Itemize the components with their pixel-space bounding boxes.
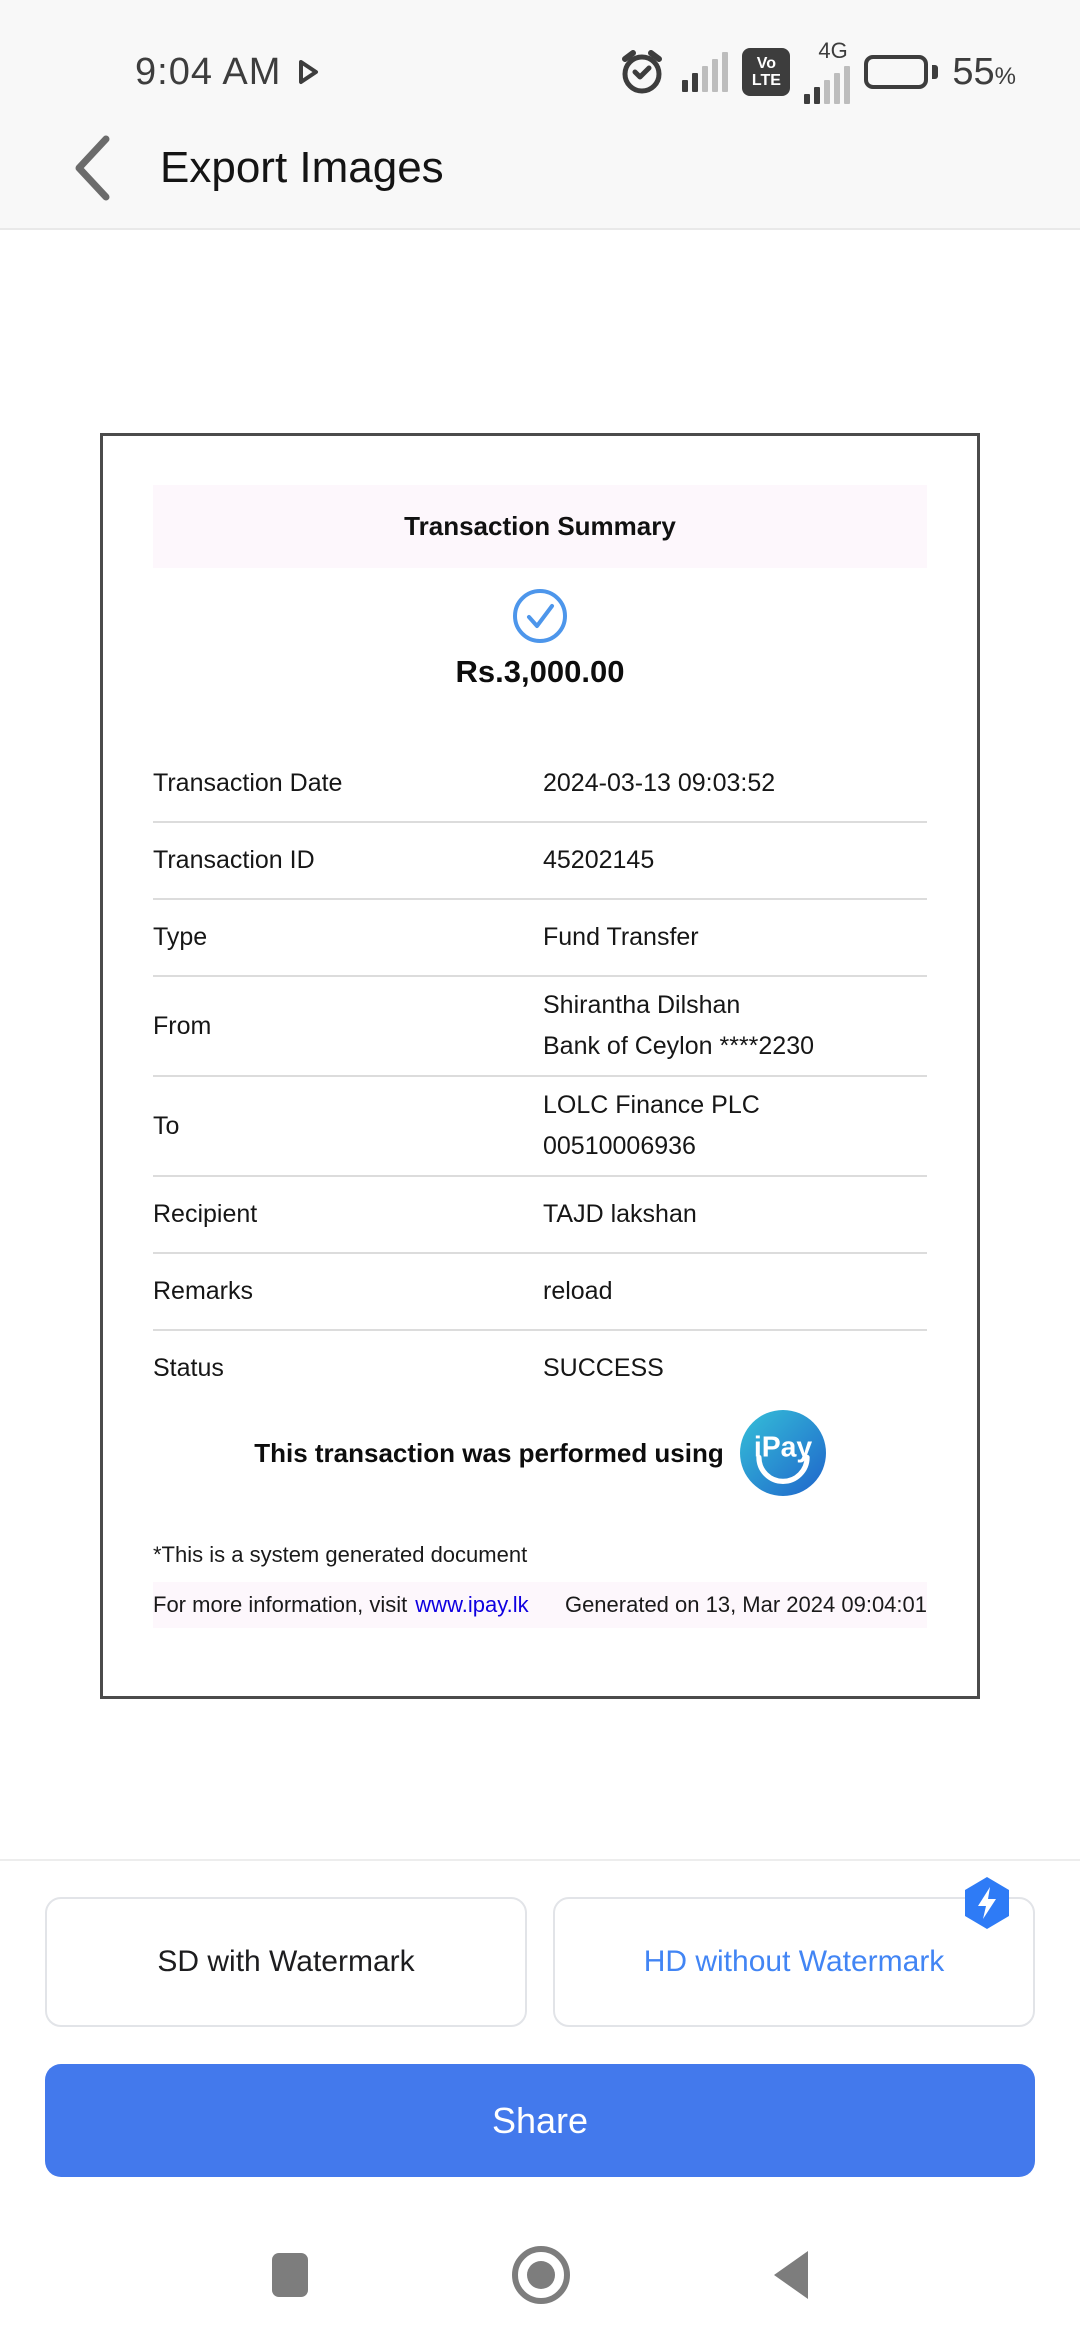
row-label: Transaction Date (153, 769, 343, 797)
row-label: From (153, 1011, 212, 1040)
row-value: Fund Transfer (543, 923, 699, 951)
row-value: Shirantha Dilshan (543, 991, 741, 1019)
battery-percent: 55% (952, 50, 1016, 93)
table-row (153, 1331, 927, 1406)
table-row (153, 977, 927, 1075)
app-header (0, 118, 1080, 218)
row-value-group (543, 1085, 927, 1167)
export-options (45, 1897, 1035, 2027)
nav-back-button[interactable] (774, 2251, 808, 2299)
status-time (135, 51, 321, 94)
share-button[interactable] (45, 2064, 1035, 2177)
ipay-link: www.ipay.lk (415, 1592, 529, 1617)
row-value: 45202145 (543, 846, 655, 874)
row-value: reload (543, 1277, 613, 1305)
row-label: Transaction ID (153, 846, 315, 874)
success-check-wrap (153, 588, 927, 644)
system-generated-note: *This is a system generated document (153, 1542, 528, 1567)
alarm-icon (616, 46, 668, 98)
receipt-title: Transaction Summary (153, 485, 927, 568)
export-panel (0, 1859, 1080, 2177)
row-label: Remarks (153, 1277, 254, 1305)
screen-record-icon (295, 59, 321, 85)
clock-text: 9:04 AM (135, 50, 282, 93)
status-value: SUCCESS (543, 1354, 664, 1382)
row-label: Status (153, 1354, 224, 1382)
row-value: 2024-03-13 09:03:52 (543, 769, 776, 797)
performed-using-row (153, 1410, 927, 1496)
table-row (153, 1177, 927, 1252)
footer-info (153, 1592, 529, 1618)
transaction-amount: Rs.3,000.00 (455, 654, 625, 689)
row-value: TAJD lakshan (543, 1200, 697, 1228)
receipt-preview (100, 433, 980, 1699)
table-row (153, 1077, 927, 1175)
top-section (0, 0, 1080, 230)
ipay-logo (740, 1410, 826, 1496)
row-label: To (153, 1111, 180, 1140)
ipay-logo-text: iPay (753, 1431, 812, 1464)
transaction-details-table (153, 746, 927, 1406)
row-value: Bank of Ceylon ****2230 (543, 1032, 815, 1060)
mobile-data-icon (804, 40, 850, 104)
table-row (153, 1254, 927, 1329)
performed-using-text: This transaction was performed using (254, 1437, 724, 1468)
row-value-group (543, 985, 927, 1067)
back-button[interactable] (64, 132, 120, 204)
network-type-label: 4G (818, 38, 848, 63)
sd-with-watermark-option[interactable] (45, 1897, 527, 2027)
table-row (153, 900, 927, 975)
share-button-label: Share (491, 2099, 589, 2141)
android-nav-bar (0, 2246, 1080, 2304)
receipt-footer-band (153, 1582, 927, 1628)
page-title: Export Images (160, 143, 444, 192)
signal2-icon (804, 64, 850, 104)
signal-icon (682, 52, 728, 92)
status-bar (0, 36, 1080, 108)
row-value: LOLC Finance PLC (543, 1091, 760, 1119)
hd-option-label: HD without Watermark (643, 1945, 945, 1978)
footer-info-text: For more information, visit (153, 1592, 408, 1617)
success-check-icon (512, 588, 568, 644)
home-button[interactable] (512, 2246, 570, 2304)
row-value: 00510006936 (543, 1132, 696, 1160)
volte-icon: Vo LTE (742, 48, 790, 96)
row-label: Type (153, 923, 208, 951)
table-row (153, 823, 927, 898)
premium-lightning-icon (961, 1875, 1013, 1931)
status-icons (616, 40, 1016, 104)
row-label: Recipient (153, 1200, 258, 1228)
generated-timestamp: Generated on 13, Mar 2024 09:04:01 (564, 1592, 927, 1617)
recents-button[interactable] (272, 2253, 308, 2297)
battery-icon (864, 55, 938, 89)
table-row (153, 746, 927, 821)
sd-option-label: SD with Watermark (157, 1945, 415, 1978)
back-chevron-icon (73, 135, 111, 201)
